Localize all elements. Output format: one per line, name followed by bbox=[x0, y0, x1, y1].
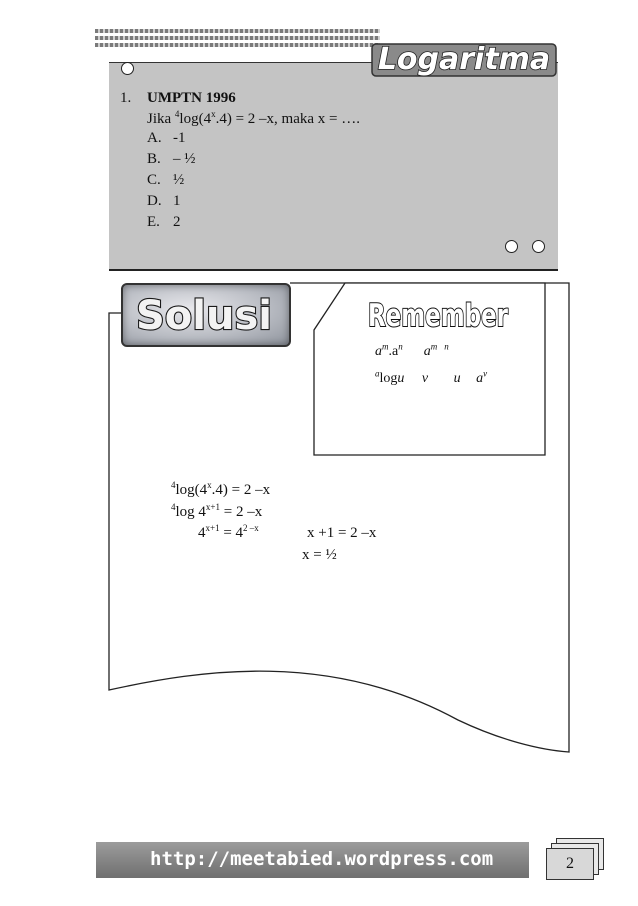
step-4: x +1 = 2 –x bbox=[307, 525, 377, 541]
question-stem: Jika $^4\log(4^x.4) = 2$ –x, maka x = …. bbox=[147, 109, 360, 127]
remember-title bbox=[366, 293, 516, 335]
question-source: UMPTN 1996 bbox=[147, 90, 236, 106]
remember-formula-2: $^a$logu v u $a^v$ bbox=[375, 368, 488, 386]
option-d: D. 1 bbox=[147, 193, 181, 209]
question-number: 1. bbox=[120, 90, 132, 106]
svg-text:Remember: Remember bbox=[368, 298, 509, 334]
step-2: $^4$log $4^{x+1} = 2$ –x bbox=[171, 502, 263, 520]
footer-url[interactable]: http://meetabied.wordpress.com bbox=[150, 848, 494, 870]
remember-formula-1: $a^m.a^n$ $a^m$ $^n$ bbox=[375, 341, 449, 359]
page-number: 2 bbox=[546, 848, 594, 880]
svg-text:Logaritma: Logaritma bbox=[377, 42, 551, 77]
option-a: A. -1 bbox=[147, 130, 186, 146]
option-e: E. 2 bbox=[147, 214, 181, 230]
option-b: B. – ½ bbox=[147, 151, 196, 167]
option-c: C. ½ bbox=[147, 172, 185, 188]
svg-text:Solusi: Solusi bbox=[136, 293, 272, 339]
step-1: $^4\log(4^x.4) = 2$ –x bbox=[171, 480, 271, 498]
solution-title bbox=[121, 283, 291, 347]
step-3: $4^{x+1} = 4^{2 -x}$ bbox=[198, 523, 259, 541]
step-5: x = ½ bbox=[302, 547, 337, 563]
